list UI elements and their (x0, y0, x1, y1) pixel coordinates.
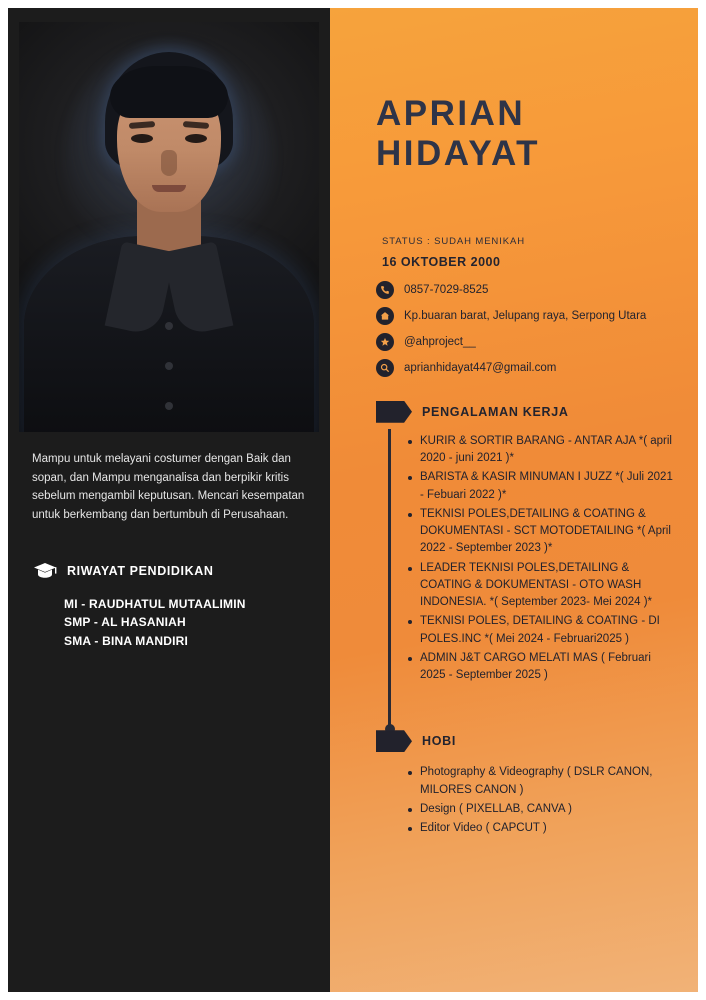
contact-value: Kp.buaran barat, Jelupang raya, Serpong Utara (404, 309, 647, 322)
photo-button-3 (165, 402, 173, 410)
photo-eye-left (131, 134, 153, 143)
contact-list (376, 281, 698, 377)
hobby-section (330, 730, 698, 837)
flag-marker-icon (376, 730, 412, 752)
list-item: TEKNISI POLES, DETAILING & COATING - DI POLES.INC *( Mei 2024 - Februari2025 ) (408, 613, 678, 648)
list-item: LEADER TEKNISI POLES,DETAILING & COATING & DOKUMENTASI - OTO WASH INDONESIA. *( September 2023- Mei 2024 )* (408, 560, 678, 612)
contact-phone[interactable] (376, 281, 698, 299)
education-header (32, 561, 330, 581)
left-column (8, 8, 330, 992)
education-list (64, 595, 330, 651)
experience-section (330, 401, 698, 685)
list-item: TEKNISI POLES,DETAILING & COATING & DOKUMENTASI - SCT MOTODETAILING *( April 2022 - September 2023 )* (408, 506, 678, 558)
education-item: SMA - BINA MANDIRI (64, 633, 189, 648)
list-item: KURIR & SORTIR BARANG - ANTAR AJA *( april 2020 - juni 2021 )* (408, 433, 678, 468)
photo-button-1 (165, 322, 173, 330)
contact-value: @ahproject__ (404, 335, 476, 348)
page-title (376, 94, 698, 174)
profile-photo (19, 22, 319, 432)
contact-value: aprianhidayat447@gmail.com (404, 361, 557, 374)
experience-header (376, 401, 698, 423)
right-column (330, 8, 698, 992)
cv-sheet (8, 8, 698, 992)
graduation-cap-icon (32, 561, 58, 581)
about-text: Mampu untuk melayani costumer dengan Baik dan sopan, dan Mampu menganalisa dan berpikir kritis sebelum mengambil keputusan. Mencari kesempatan untuk berkembang dan bertumbuh di Perusahaan. (32, 453, 305, 521)
flag-marker-icon (376, 401, 412, 423)
contact-email[interactable] (376, 359, 698, 377)
photo-eye-right (185, 134, 207, 143)
contact-value: 0857-7029-8525 (404, 283, 489, 296)
contact-address[interactable] (376, 307, 698, 325)
first-name: APRIAN (376, 94, 526, 133)
education-item: MI - RAUDHATUL MUTAALIMIN (64, 596, 246, 611)
last-name: HIDAYAT (376, 133, 541, 173)
contact-social[interactable] (376, 333, 698, 351)
list-item: BARISTA & KASIR MINUMAN I JUZZ *( Juli 2021 - Febuari 2022 )* (408, 469, 678, 504)
hobby-list (408, 764, 678, 837)
list-item: ADMIN J&T CARGO MELATI MAS ( Februari 2025 - September 2025 ) (408, 650, 678, 685)
phone-icon (376, 281, 394, 299)
list-item: Design ( PIXELLAB, CANVA ) (408, 801, 678, 818)
photo-nose (161, 150, 177, 176)
photo-button-2 (165, 362, 173, 370)
experience-title: PENGALAMAN KERJA (422, 404, 569, 419)
search-icon (376, 359, 394, 377)
list-item: Editor Video ( CAPCUT ) (408, 820, 678, 837)
education-title: RIWAYAT PENDIDIKAN (67, 563, 214, 578)
list-item: Photography & Videography ( DSLR CANON, MILORES CANON ) (408, 764, 678, 799)
timeline-line (388, 429, 391, 729)
education-item: SMP - AL HASANIAH (64, 615, 186, 630)
experience-list (408, 433, 678, 685)
star-icon (376, 333, 394, 351)
photo-fringe (110, 66, 228, 118)
photo-mouth (152, 185, 186, 192)
hobby-title: HOBI (422, 734, 457, 749)
home-icon (376, 307, 394, 325)
birth-date: 16 OKTOBER 2000 (382, 254, 501, 269)
hobby-header (376, 730, 698, 752)
status-text: STATUS : SUDAH MENIKAH (382, 235, 525, 247)
